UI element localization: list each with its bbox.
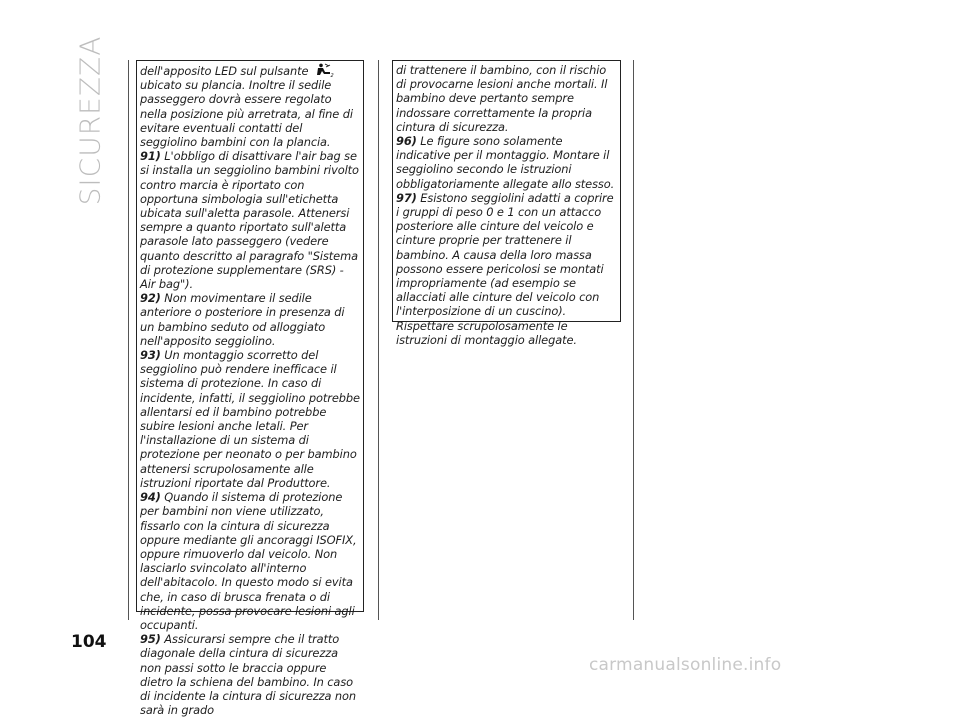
- note-96: 96) Le figure sono solamente indicative per il montaggio. Montare il seggiolino secondo le istruzioni obbligatoriamente allegate allo stesso.: [396, 134, 615, 191]
- note-91: 91) L'obbligo di disattivare l'air bag se si installa un seggiolino bambini rivolto contro marcia è riportato con opportuna simbologia sull'etichetta ubicata sull'aletta parasole. Attenersi sempre a quanto riportato sull'aletta parasole lato passeggero (vedere quanto descritto al paragrafo "Sistema di protezione supplementare (SRS) - Air bag").: [140, 149, 359, 292]
- note-97: 97) Esistono seggiolini adatti a coprire i gruppi di peso 0 e 1 con un attacco posteriore alle cinture del veicolo e cinture proprie per trattenere il bambino. A causa della loro massa possono essere pericolosi se montati impropriamente (ad esempio se allacciati alle cinture del veicolo con l'interposizione di un cuscino). Rispettare scrupolosamente le istruzioni di montaggio allegate.: [396, 190, 614, 347]
- page-number: 104: [71, 632, 107, 652]
- svg-text:2: 2: [330, 73, 334, 79]
- warning-box-left: [136, 60, 364, 717]
- warning-box-right: [392, 60, 621, 347]
- watermark: carmanualsonline.info: [589, 655, 782, 675]
- note-93: 93) Un montaggio scorretto del seggiolino può rendere inefficace il sistema di protezione. In caso di incidente, infatti, il seggiolino potrebbe allentarsi ed il bambino potrebbe subire lesioni anche letali. Per l'installazione di un sistema di protezione per neonato o per bambino attenersi scrupolosamente alle istruzioni riportate dal Produttore.: [140, 348, 360, 490]
- note-94: 94) Quando il sistema di protezione per bambini non viene utilizzato, fissarlo con la cintura di sicurezza oppure mediante gli ancoraggi ISOFIX, oppure rimuoverlo dal veicolo. Non lasciarlo svincolato all'interno dell'abitacolo. In questo modo si evita che, in caso di brusca frenata o di incidente, possa provocare lesioni agli occupanti.: [140, 490, 357, 632]
- column-divider-left: [128, 60, 129, 620]
- passenger-airbag-off-icon: [312, 63, 334, 77]
- column-divider-right: [633, 60, 634, 620]
- intro-paragraph: dell'apposito LED sul pulsante 2 ubicato su plancia. Inoltre il sedile passeggero dovrà essere regolato nella posizione più arretrata, al fine di evitare eventuali contatti del seggiolino bambini con la plancia.: [140, 64, 353, 150]
- column-divider-middle: [378, 60, 379, 620]
- section-title: SICUREZZA: [73, 35, 107, 205]
- note-92: 92) Non movimentare il sedile anteriore o posteriore in presenza di un bambino seduto od alloggiato nell'apposito seggiolino.: [140, 291, 345, 348]
- continuation-paragraph: di trattenere il bambino, con il rischio di provocarne lesioni anche mortali. Il bambino deve pertanto sempre indossare correttamente la propria cintura di sicurezza.: [396, 63, 608, 134]
- note-95: 95) Assicurarsi sempre che il tratto diagonale della cintura di sicurezza non passi sotto le braccia oppure dietro la schiena del bambino. In caso di incidente la cintura di sicurezza non sarà in grado: [140, 632, 357, 717]
